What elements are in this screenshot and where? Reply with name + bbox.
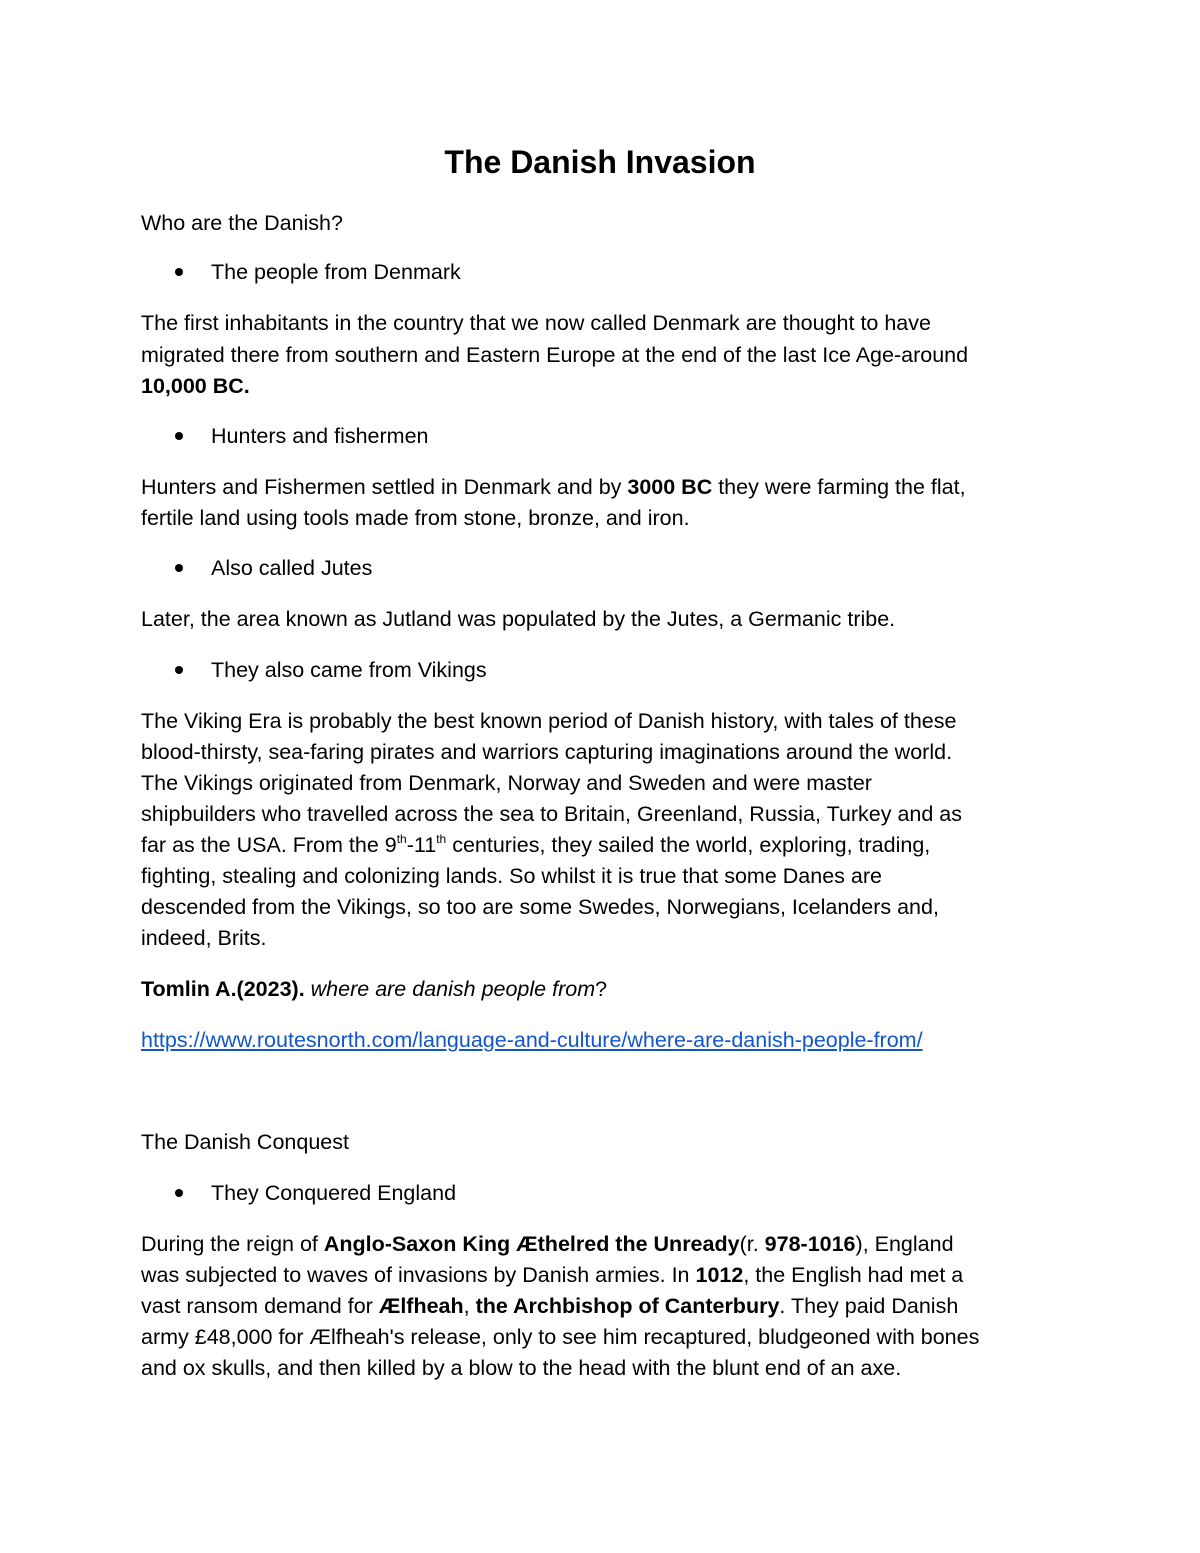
bullet-jutes: Also called Jutes <box>211 556 373 580</box>
bullet-people-from-denmark: The people from Denmark <box>211 260 461 284</box>
text-span: -11 <box>406 833 437 857</box>
date-3000-bc: 3000 BC <box>627 475 713 499</box>
citation-title: where are danish people from <box>310 977 596 1001</box>
paragraph-conquest-line-3 <box>141 1293 958 1319</box>
date-10000-bc: 10,000 BC. <box>141 374 250 398</box>
name-aelfheah: Ælfheah <box>378 1294 464 1318</box>
paragraph-inhabitants-line-2: migrated there from southern and Eastern Europe at the end of the last Ice Age-around <box>141 343 969 367</box>
paragraph-hunters-line-2: fertile land using tools made from stone, bronze, and iron. <box>141 506 690 530</box>
citation-author: Tomlin A.(2023). <box>141 977 305 1001</box>
bullet-dot <box>175 564 183 572</box>
text-span: Hunters and Fishermen settled in Denmark and by <box>141 475 628 499</box>
text-span: ), England <box>855 1232 954 1256</box>
bullet-conquered-england: They Conquered England <box>211 1181 457 1205</box>
paragraph-viking-line-4: shipbuilders who travelled across the sea to Britain, Greenland, Russia, Turkey and as <box>141 802 963 826</box>
paragraph-conquest-line-1 <box>141 1231 954 1257</box>
text-span: , the English had met a <box>743 1263 964 1287</box>
paragraph-viking-line-2: blood-thirsty, sea-faring pirates and warriors capturing imaginations around the world. <box>141 740 953 764</box>
citation-link[interactable]: https://www.routesnorth.com/language-and-culture/where-are-danish-people-from/ <box>141 1028 923 1052</box>
paragraph-viking-line-7: descended from the Vikings, so too are some Swedes, Norwegians, Icelanders and, <box>141 895 939 919</box>
paragraph-viking-line-5 <box>141 832 930 858</box>
paragraph-inhabitants-line-1: The first inhabitants in the country that we now called Denmark are thought to have <box>141 311 931 335</box>
title-archbishop: the Archbishop of Canterbury <box>475 1294 780 1318</box>
king-name: Anglo-Saxon King Æthelred the Unready <box>323 1232 740 1256</box>
paragraph-conquest-line-5: and ox skulls, and then killed by a blow to the head with the blunt end of an axe. <box>141 1356 902 1380</box>
text-span: (r. <box>739 1232 765 1256</box>
reign-dates: 978-1016 <box>764 1232 856 1256</box>
bullet-dot <box>175 268 183 276</box>
text-span: ? <box>595 977 608 1001</box>
section-heading-danish-conquest: The Danish Conquest <box>141 1130 349 1154</box>
paragraph-inhabitants-line-3 <box>141 373 250 399</box>
paragraph-viking-line-1: The Viking Era is probably the best known period of Danish history, with tales of these <box>141 709 957 733</box>
bullet-hunters-fishermen: Hunters and fishermen <box>211 424 429 448</box>
text-span: , <box>463 1294 476 1318</box>
text-span: During the reign of <box>141 1232 324 1256</box>
bullet-dot <box>175 1189 183 1197</box>
paragraph-hunters-line-1 <box>141 474 966 500</box>
text-span: vast ransom demand for <box>141 1294 379 1318</box>
text-span: . They paid Danish <box>779 1294 959 1318</box>
paragraph-conquest-line-2 <box>141 1262 963 1288</box>
superscript: th <box>436 832 447 846</box>
paragraph-conquest-line-4: army £48,000 for Ælfheah's release, only to see him recaptured, bludgeoned with bones <box>141 1325 980 1349</box>
text-span: far as the USA. From the 9 <box>141 833 397 857</box>
bullet-vikings: They also came from Vikings <box>211 658 487 682</box>
text-span: they were farming the flat, <box>712 475 966 499</box>
section-heading-who-are-danish: Who are the Danish? <box>141 211 343 235</box>
citation-url-line <box>141 1027 923 1053</box>
bullet-dot <box>175 666 183 674</box>
text-span: was subjected to waves of invasions by Danish armies. In <box>141 1263 696 1287</box>
page-title: The Danish Invasion <box>444 144 756 180</box>
superscript: th <box>396 832 407 846</box>
paragraph-viking-line-8: indeed, Brits. <box>141 926 267 950</box>
year-1012: 1012 <box>695 1263 744 1287</box>
paragraph-viking-line-6: fighting, stealing and colonizing lands. So whilst it is true that some Danes are <box>141 864 882 888</box>
citation <box>141 976 607 1002</box>
paragraph-viking-line-3: The Vikings originated from Denmark, Norway and Sweden and were master <box>141 771 872 795</box>
text-span: centuries, they sailed the world, exploring, trading, <box>446 833 931 857</box>
paragraph-jutland: Later, the area known as Jutland was populated by the Jutes, a Germanic tribe. <box>141 607 896 631</box>
bullet-dot <box>175 432 183 440</box>
